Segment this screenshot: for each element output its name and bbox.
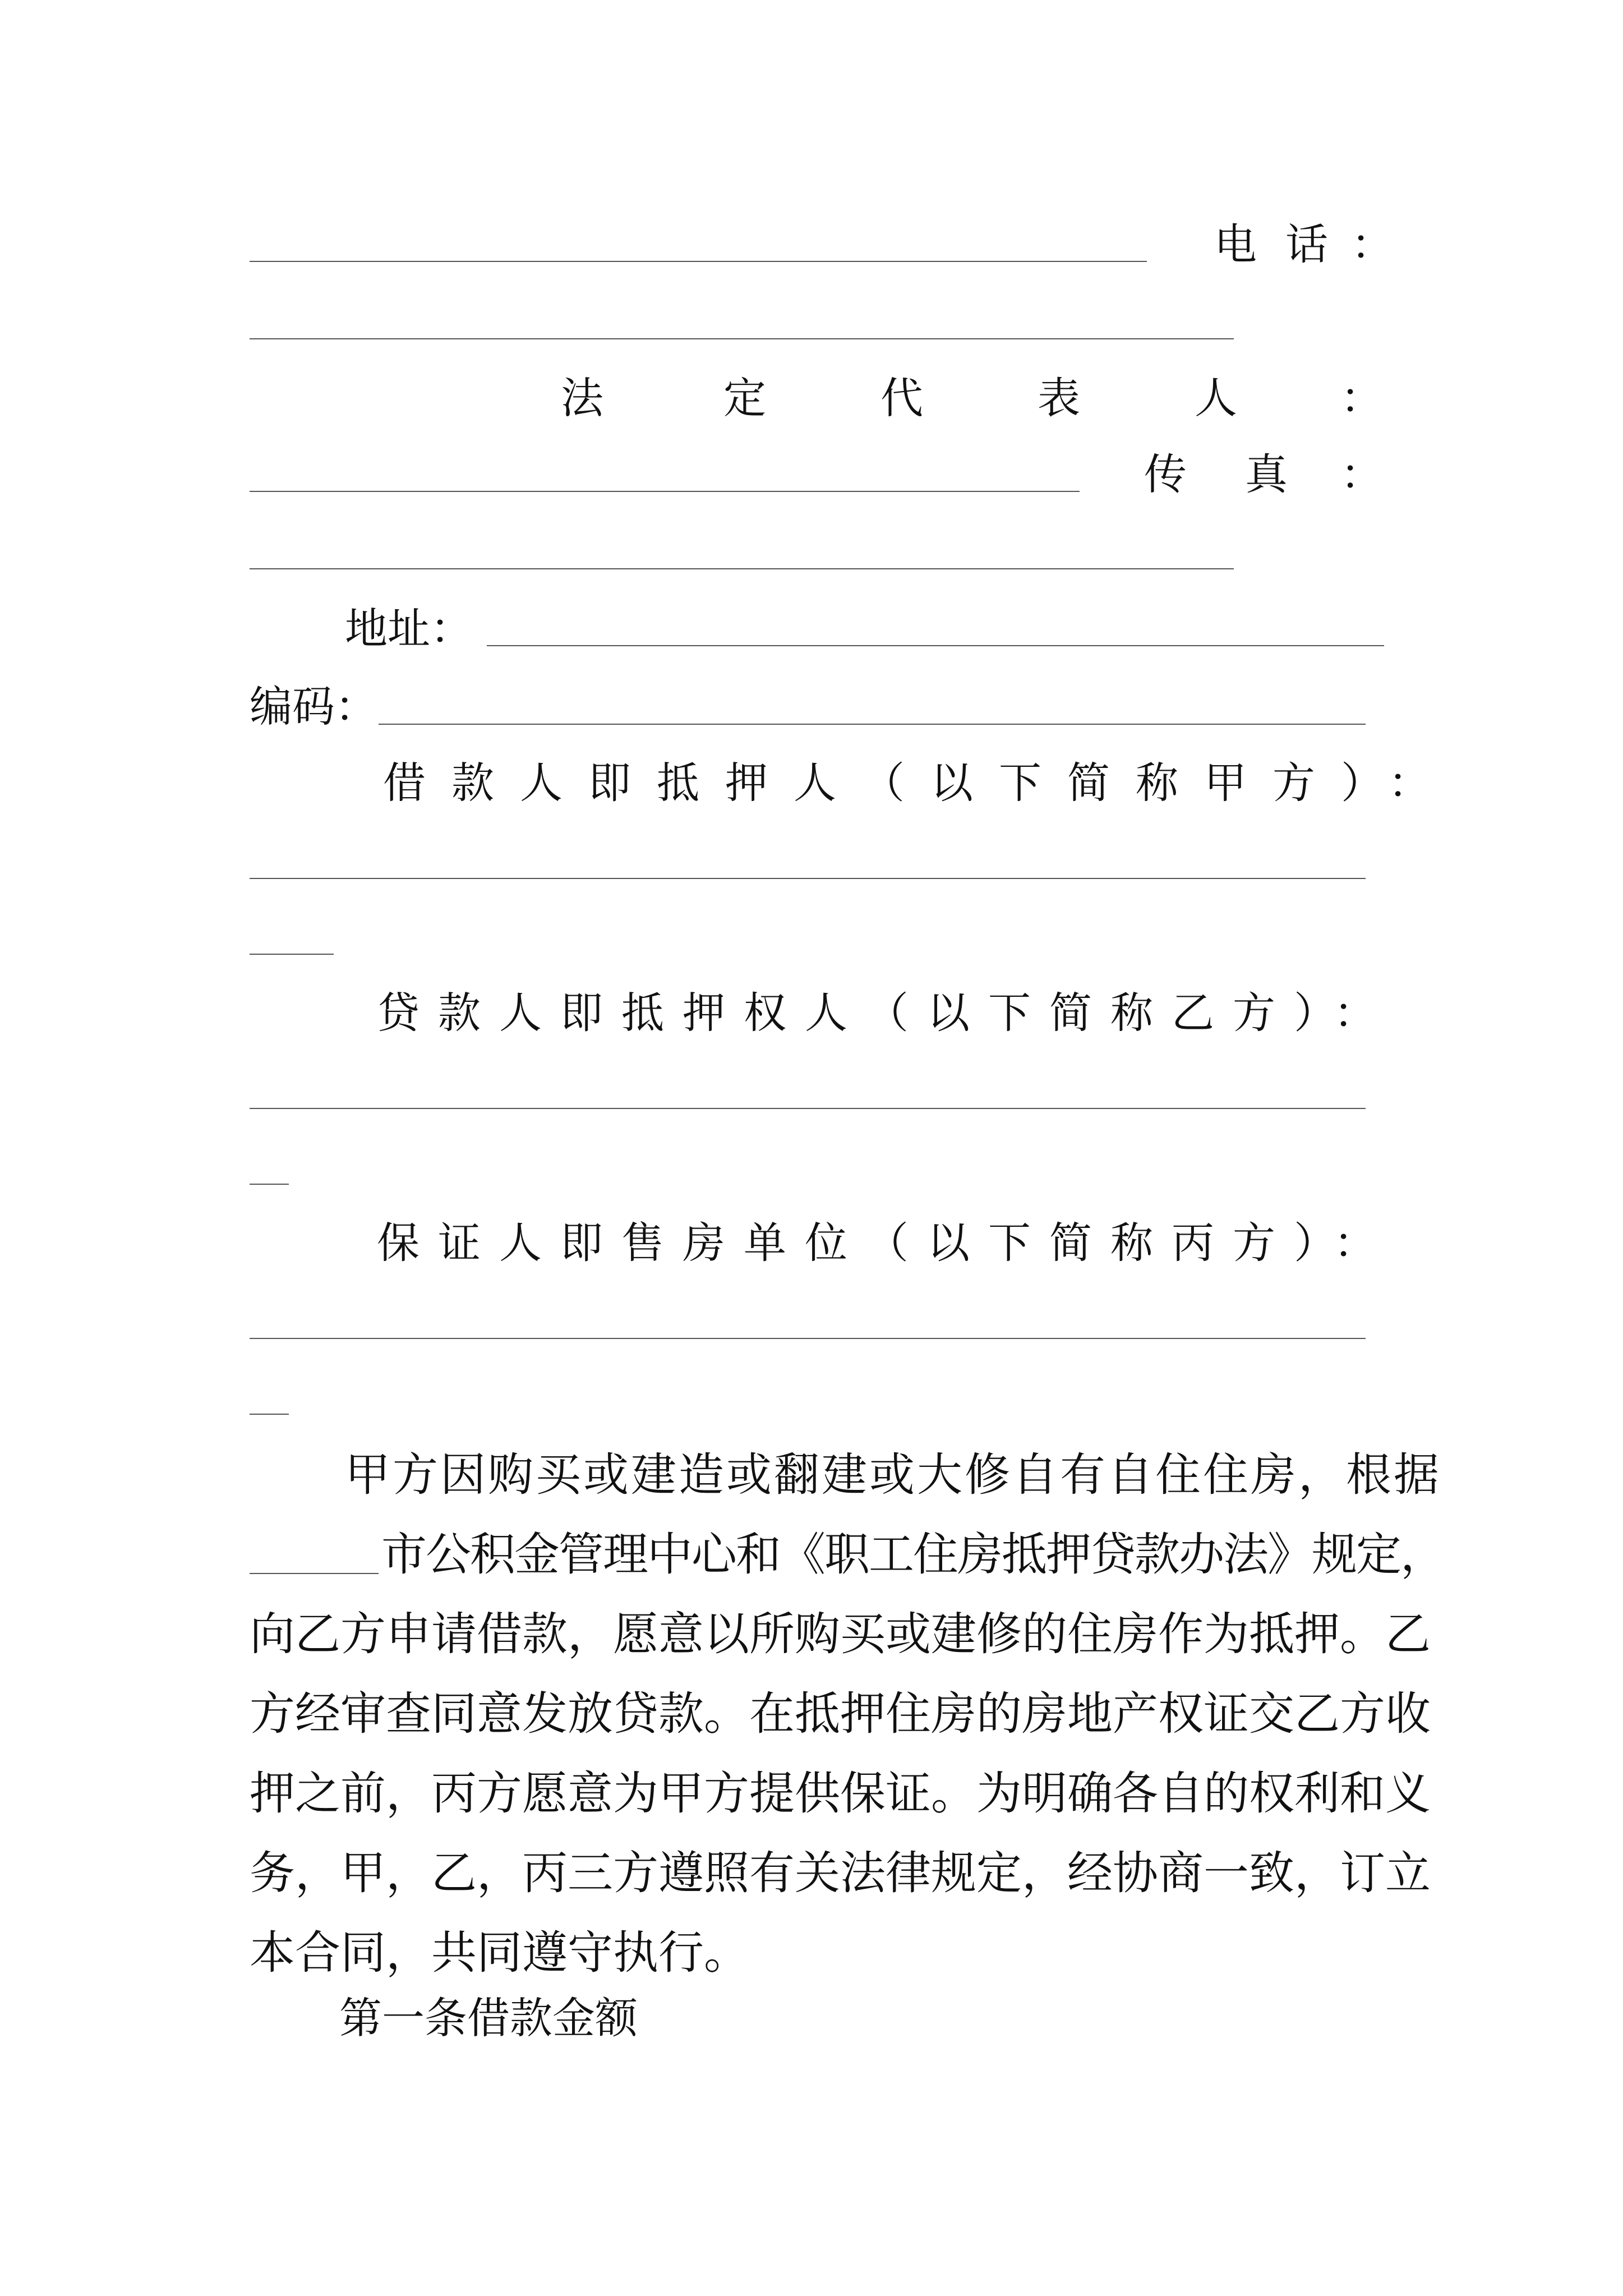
blank-line [250, 1573, 379, 1574]
fax-label-char-1: 传 [1144, 449, 1187, 499]
blank-line [250, 1338, 1366, 1339]
address-label: 地址： [345, 604, 473, 654]
blank-line [250, 491, 1080, 492]
legal-rep-char-5: 人 [1195, 373, 1237, 423]
lender-label: 贷款人即抵押权人（以下简称乙方）： [377, 988, 1395, 1038]
legal-rep-char-2: 定 [723, 373, 766, 423]
phone-label-char-1: 电 [1214, 219, 1257, 269]
preamble-line: 务，甲，乙，丙三方遵照有关法律规定，经协商一致，订立 [250, 1847, 1431, 1900]
legal-rep-char-4: 表 [1038, 373, 1080, 423]
guarantor-label: 保证人即售房单位（以下简称丙方）： [377, 1218, 1395, 1268]
preamble-line: 向乙方申请借款，愿意以所购买或建修的住房作为抵押。乙 [250, 1608, 1431, 1661]
blank-line [250, 1184, 289, 1185]
borrower-label: 借款人即抵押人（以下简称甲方）： [383, 758, 1456, 808]
legal-rep-char-6: ： [1340, 373, 1383, 423]
preamble-line: 甲方因购买或建造或翻建或大修自有自住住房，根据 [345, 1449, 1442, 1502]
phone-label-char-3: ： [1351, 219, 1394, 269]
preamble-line: 市公积金管理中心和《职工住房抵押贷款办法》规定， [381, 1529, 1445, 1581]
blank-line [250, 878, 1366, 879]
phone-label [1214, 219, 1394, 269]
blank-line [250, 954, 334, 955]
postcode-label: 编码： [250, 682, 377, 731]
preamble-line: 方经审查同意发放贷款。在抵押住房的房地产权证交乙方收 [250, 1688, 1431, 1741]
phone-label-char-2: 话 [1285, 219, 1328, 269]
blank-line [250, 1414, 289, 1415]
blank-line [487, 645, 1384, 646]
blank-line [250, 261, 1147, 262]
legal-rep-char-3: 代 [880, 373, 923, 423]
fax-label [1144, 449, 1383, 499]
blank-line [250, 568, 1234, 569]
blank-line [250, 338, 1234, 339]
legal-rep-label [561, 373, 1383, 423]
blank-line [250, 1108, 1366, 1109]
preamble-line: 本合同，共同遵守执行。 [250, 1927, 750, 1980]
preamble-line: 押之前，丙方愿意为甲方提供保证。为明确各自的权利和义 [250, 1768, 1431, 1820]
fax-label-char-3: ： [1340, 449, 1383, 499]
fax-label-char-2: 真 [1245, 449, 1288, 499]
article-1-title: 第一条借款金额 [339, 1993, 638, 2043]
blank-line [379, 724, 1366, 725]
legal-rep-char-1: 法 [561, 373, 603, 423]
